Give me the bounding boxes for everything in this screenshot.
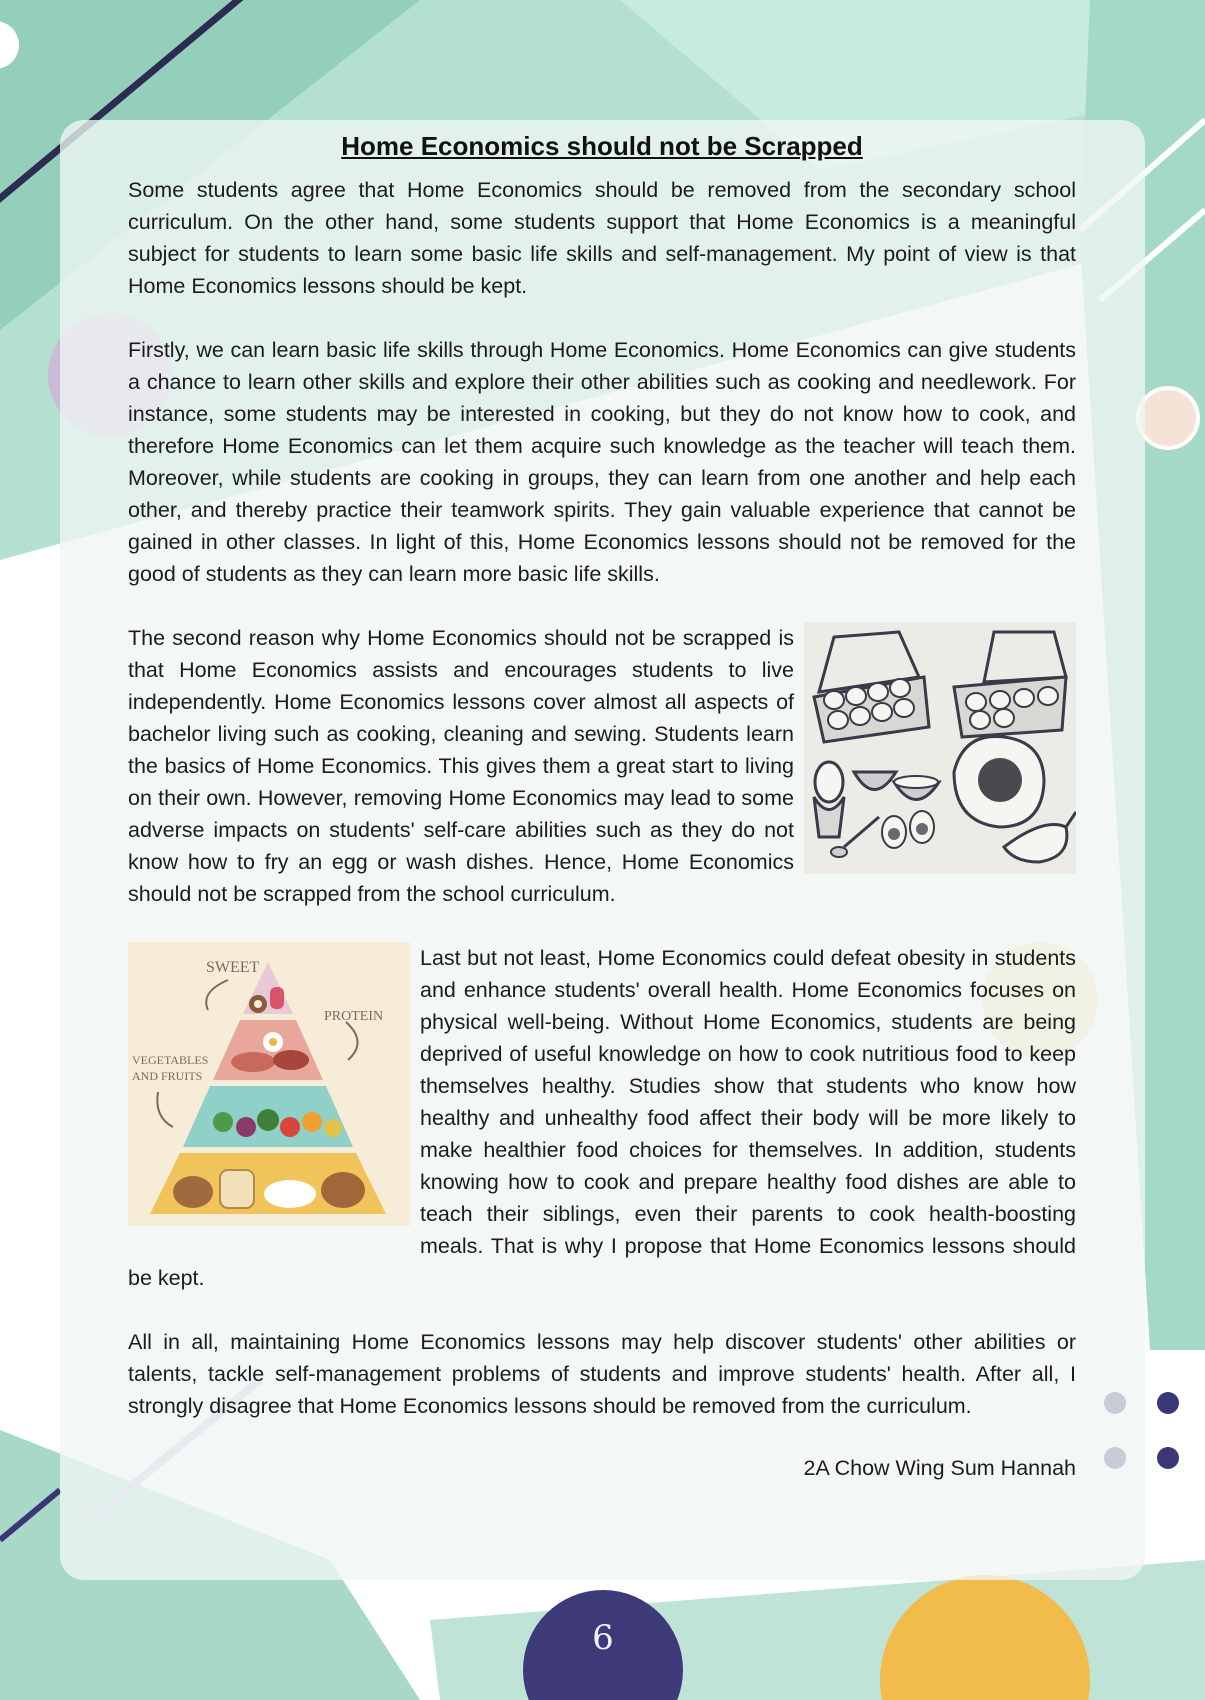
food-pyramid-illustration: [128, 942, 410, 1226]
food-pyramid-icon: [128, 942, 410, 1226]
author-name: 2A Chow Wing Sum Hannah: [803, 1456, 1076, 1480]
third-reason-paragraph: Last but not least, Home Economics could defeat obesity in students and enhance students' overall health. Home Economics focuses on physical well-being. Without Home Economics, students are being deprived of useful knowledge on how to cook nutritious food to keep themselves healthy. Studies show that students who know how healthy and unhealthy food affect their body will be more likely to make healthier food choices for themselves. In addition, students knowing how to cook and prepare healthy food dishes are able to teach their siblings, even their parents to cook health-boosting meals. That is why I propose that Home Economics lessons should be kept.: [128, 946, 1076, 1290]
pyramid-label-sweet: SWEET: [206, 959, 260, 976]
second-reason-paragraph: The second reason why Home Economics should not be scrapped is that Home Economics assists and encourages students to live independently. Home Economics lessons cover almost all aspects of bachelor living such as cooking, cleaning and sewing. Students learn the basics of Home Economics. This gives them a great start to living on their own. However, removing Home Economics may lead to some adverse impacts on students' self-care abilities such as they do not know how to fry an egg or wash dishes. Hence, Home Economics should not be scrapped from the school curriculum.: [128, 626, 794, 906]
pyramid-label-protein: PROTEIN: [324, 1009, 384, 1024]
intro-paragraph: Some students agree that Home Economics should be removed from the secondary school curriculum. On the other hand, some students support that Home Economics is a meaningful subject for students to learn some basic life skills and self-management. My point of view is that Home Economics lessons should be kept.: [128, 178, 1076, 298]
eggs-illustration: [804, 622, 1076, 874]
article-title: Home Economics should not be Scrapped: [341, 131, 863, 161]
conclusion-paragraph: All in all, maintaining Home Economics lessons may help discover students' other abilities or talents, tackle self-management problems of students and improve students' health. After all, I strongly disagree that Home Economics lessons should be removed from the curriculum.: [128, 1330, 1076, 1418]
article: [128, 128, 1076, 1506]
pyramid-label-fruits: AND FRUITS: [132, 1069, 203, 1083]
eggs-sketch-icon: [804, 622, 1076, 874]
first-reason-paragraph: Firstly, we can learn basic life skills through Home Economics. Home Economics can give students a chance to learn other skills and explore their other abilities such as cooking and needlework. For instance, some students may be interested in cooking, but they do not know how to cook, and therefore Home Economics can let them acquire such knowledge as the teacher will teach them. Moreover, while students are cooking in groups, they can learn from one another and help each other, and thereby practice their teamwork spirits. They gain valuable experience that cannot be gained in other classes. In light of this, Home Economics lessons should not be removed for the good of students as they can learn more basic life skills.: [128, 338, 1076, 586]
pyramid-label-vegetables: VEGETABLES: [132, 1053, 209, 1067]
page-number: 6: [592, 1618, 614, 1658]
